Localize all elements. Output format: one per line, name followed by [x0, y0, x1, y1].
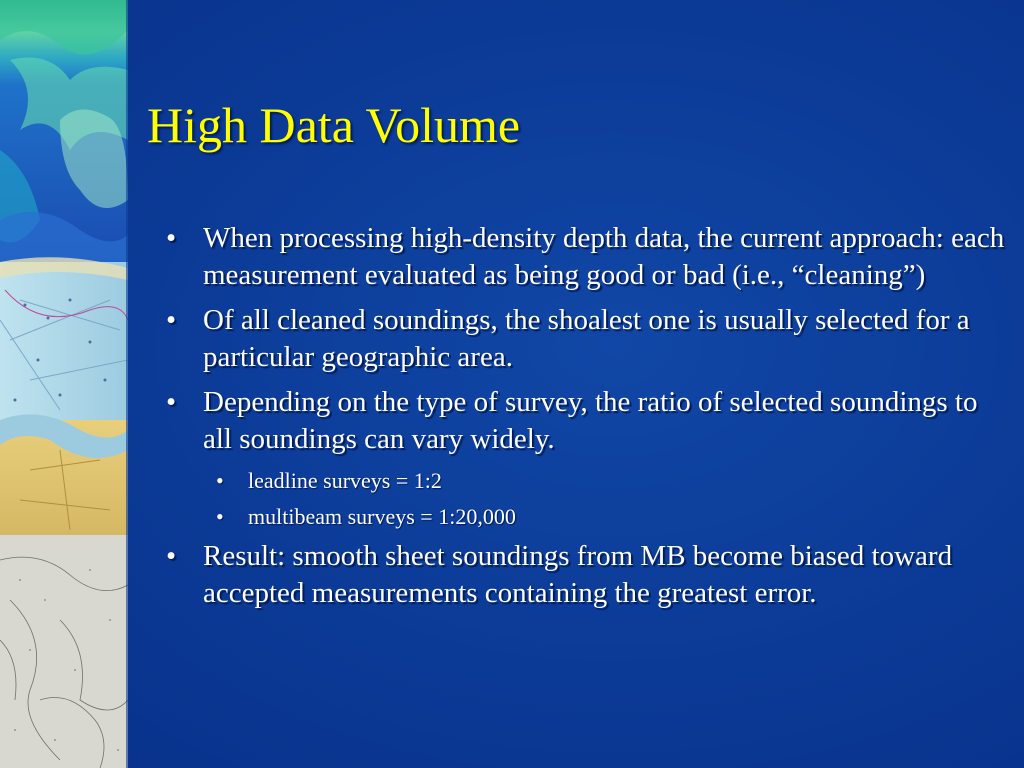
sub-bullet-item — [160, 502, 1010, 532]
slide-title: High Data Volume — [147, 97, 521, 153]
slide-content — [160, 220, 1010, 620]
sub-bullet-text: leadline surveys = 1:2 — [248, 468, 442, 493]
bullet-marker: • — [166, 540, 177, 572]
seafloor-image-strip — [0, 0, 128, 768]
sub-bullet-item — [160, 466, 1010, 496]
bullet-text: Result: smooth sheet soundings from MB become biased toward accepted measurements containing the greatest error. — [203, 540, 953, 609]
bullet-item — [160, 538, 1010, 612]
bullet-marker: • — [166, 222, 177, 254]
sub-bullet-marker: • — [216, 504, 224, 529]
bullet-marker: • — [166, 304, 177, 336]
bullet-list-continued — [160, 538, 1010, 612]
bullet-text: When processing high-density depth data, the current approach: each measurement evaluated as being good or bad (i.e., “cleaning”) — [203, 222, 1005, 291]
sub-bullet-text: multibeam surveys = 1:20,000 — [248, 504, 516, 529]
bullet-text: Depending on the type of survey, the ratio of selected soundings to all soundings can vary widely. — [203, 386, 978, 455]
bullet-list — [160, 220, 1010, 458]
bullet-item — [160, 302, 1010, 376]
bullet-item — [160, 220, 1010, 294]
sub-bullet-marker: • — [216, 468, 224, 493]
bullet-marker: • — [166, 386, 177, 418]
bullet-item — [160, 384, 1010, 458]
bullet-text: Of all cleaned soundings, the shoalest one is usually selected for a particular geographic area. — [203, 304, 970, 373]
sub-bullet-list — [160, 466, 1010, 532]
